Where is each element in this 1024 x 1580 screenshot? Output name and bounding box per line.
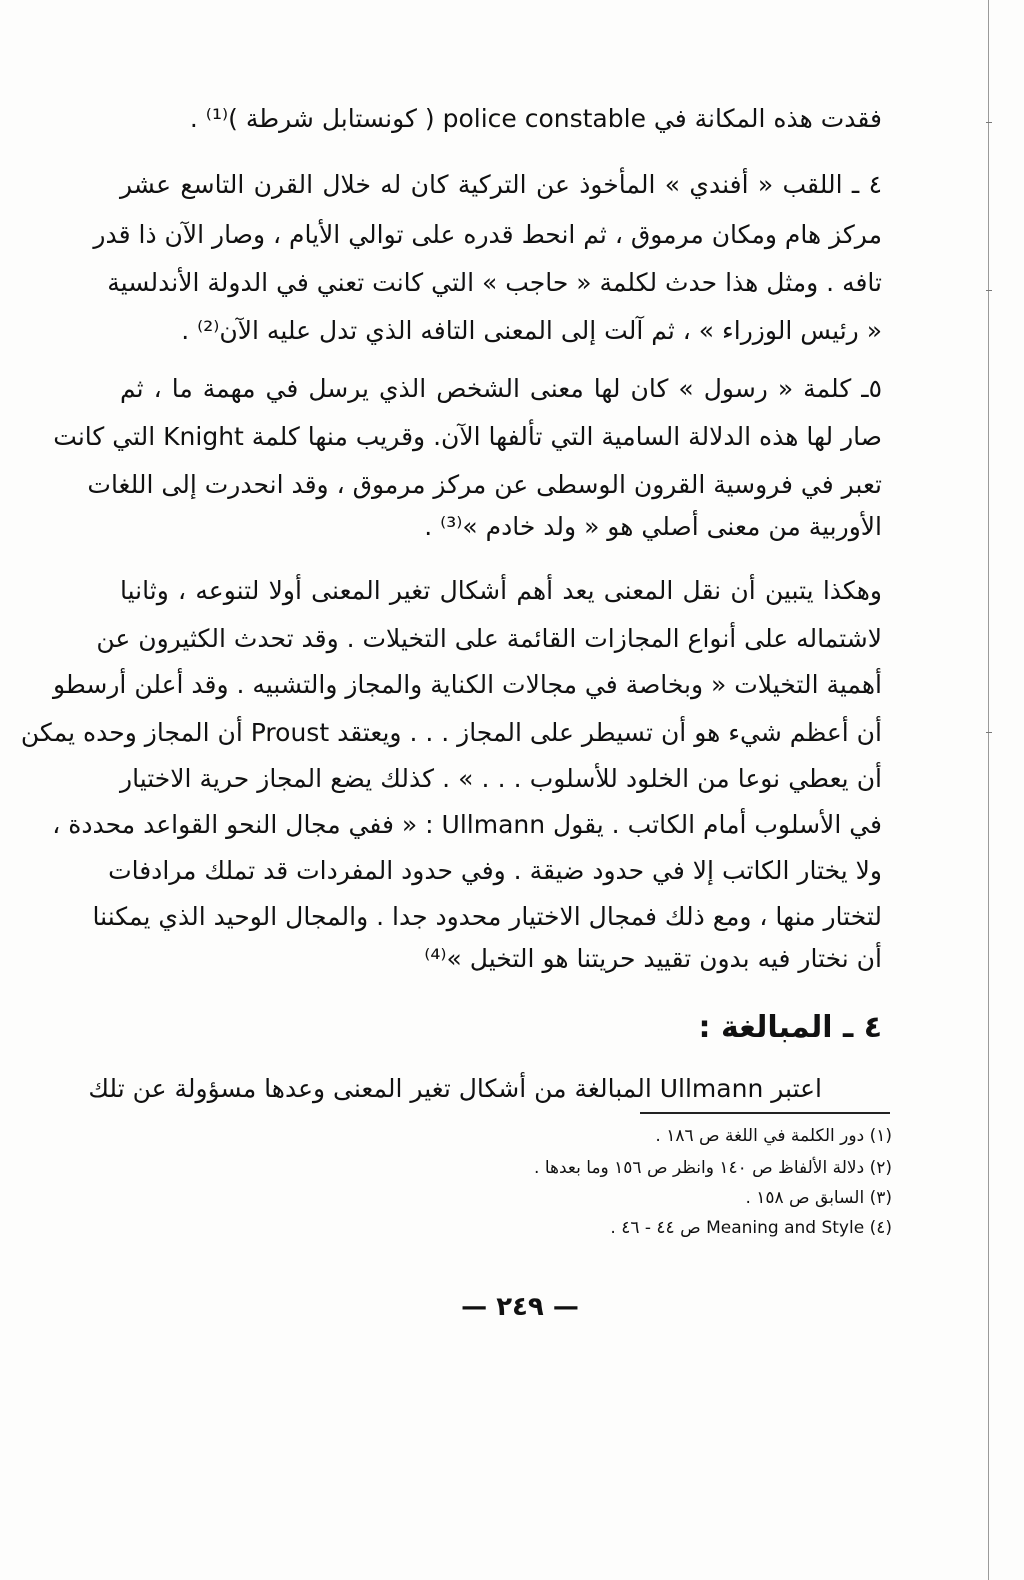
footnote: (١) دور الكلمة في اللغة ص ١٨٦ . bbox=[655, 1126, 892, 1146]
text-line: وهكذا يتبين أن نقل المعنى يعد أهم أشكال تغير المعنى أولا لتنوعه ، وثانيا bbox=[120, 576, 882, 605]
text-line: الأوربية من معنى أصلي هو « ولد خادم »⁽³⁾ . bbox=[424, 512, 882, 541]
text-line: أن نختار فيه بدون تقييد حريتنا هو التخيل »⁽⁴⁾ bbox=[424, 944, 882, 973]
text-line: أن أعظم شيء هو أن تسيطر على المجاز . . . ويعتقد Proust أن المجاز وحده يمكن bbox=[20, 718, 882, 747]
text-line: ولا يختار الكاتب إلا في حدود ضيقة . وفي حدود المفردات قد تملك مرادفات bbox=[108, 856, 882, 885]
footnote-separator bbox=[640, 1112, 890, 1114]
footnote: (٣) السابق ص ١٥٨ . bbox=[745, 1188, 892, 1208]
footnote: (٢) دلالة الألفاظ ص ١٤٠ وانظر ص ١٥٦ وما بعدها . bbox=[534, 1158, 892, 1178]
text-line: ٤ ـ اللقب « أفندي » المأخوذ عن التركية كان له خلال القرن التاسع عشر bbox=[120, 170, 882, 199]
text-line: فقدت هذه المكانة في police constable ( كونستابل شرطة )⁽¹⁾ . bbox=[189, 104, 882, 133]
text-line: تعبر في فروسية القرون الوسطى عن مركز مرموق ، وقد انحدرت إلى اللغات bbox=[87, 470, 882, 499]
text-line: اعتبر Ullmann المبالغة من أشكال تغير المعنى وعدها مسؤولة عن تلك bbox=[88, 1074, 822, 1103]
text-line: صار لها هذه الدلالة السامية التي تألفها الآن. وقريب منها كلمة Knight التي كانت bbox=[53, 422, 882, 451]
text-line: مركز هام ومكان مرموق ، ثم انحط قدره على توالي الأيام ، وصار الآن ذا قدر bbox=[93, 220, 882, 249]
text-line: أهمية التخيلات « وبخاصة في مجالات الكناية والمجاز والتشبيه . وقد أعلن أرسطو bbox=[52, 670, 882, 699]
text-line: في الأسلوب أمام الكاتب . يقول Ullmann : « ففي مجال النحو القواعد محددة ، bbox=[52, 810, 882, 839]
text-line: لاشتماله على أنواع المجازات القائمة على التخيلات . وقد تحدث الكثيرون عن bbox=[96, 624, 882, 653]
text-line: « رئيس الوزراء » ، ثم آلت إلى المعنى التافه الذي تدل عليه الآن⁽²⁾ . bbox=[181, 316, 882, 345]
text-line: ٥ـ كلمة « رسول » كان لها معنى الشخص الذي يرسل في مهمة ما ، ثم bbox=[120, 374, 882, 403]
text-line: لتختار منها ، ومع ذلك فمجال الاختيار محدود جدا . والمجال الوحيد الذي يمكننا bbox=[92, 902, 882, 931]
text-line: أن يعطي نوعا من الخلود للأسلوب . . . » . كذلك يضع المجاز حرية الاختيار bbox=[120, 764, 882, 793]
section-heading: ٤ ـ المبالغة : bbox=[698, 1010, 882, 1045]
footnote: (٤) Meaning and Style ص ٤٤ - ٤٦ . bbox=[610, 1218, 892, 1238]
text-line: تافه . ومثل هذا حدث لكلمة « حاجب » التي كانت تعني في الدولة الأندلسية bbox=[107, 268, 882, 297]
page-number: — ٢٤٩ — bbox=[461, 1292, 579, 1322]
